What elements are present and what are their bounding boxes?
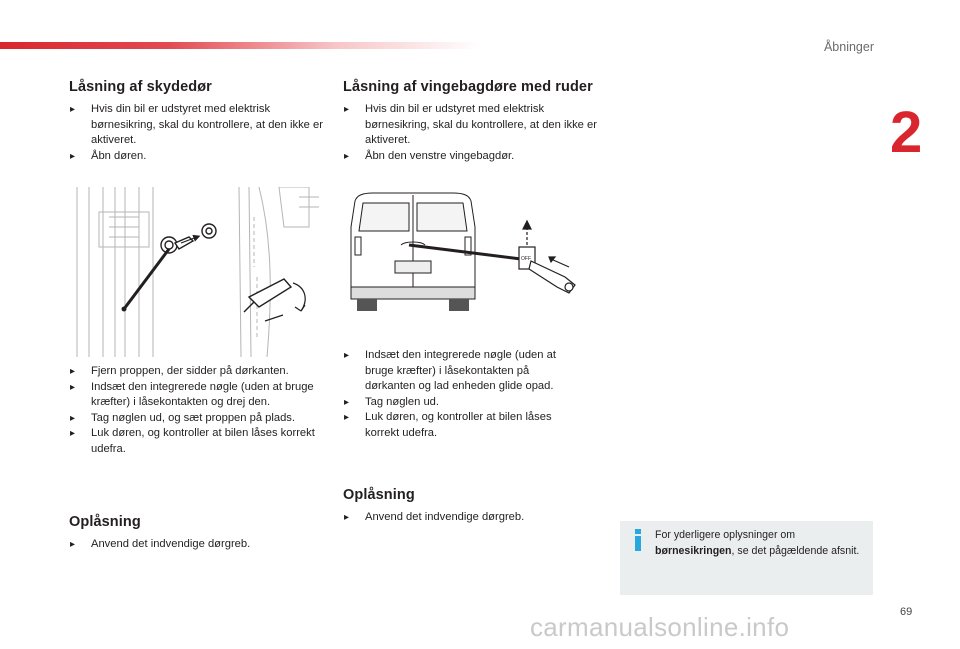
left-intro-list [69, 102, 324, 164]
info-text [655, 528, 865, 559]
left-steps-list [69, 364, 327, 458]
list-item: ▸ Anvend det indvendige dørgreb. [69, 537, 324, 553]
left-unlock-title: Oplåsning [69, 514, 141, 530]
list-item: ▸ Tag nøglen ud. [343, 395, 579, 411]
list-item: ▸ Åbn døren. [69, 149, 324, 165]
info-text-before: For yderligere oplysninger om [655, 529, 796, 541]
section-label: Åbninger [823, 40, 874, 54]
van-rear-drawing [343, 187, 598, 327]
right-intro-list [343, 102, 598, 164]
info-text-bold: børnesikringen [655, 544, 732, 557]
list-item: ▸ Anvend det indvendige dørgreb. [343, 510, 598, 526]
wing-door-lock-illustration [343, 187, 598, 327]
list-item: ▸ Åbn den venstre vingebagdør. [343, 149, 598, 165]
off-switch-label: OFF [521, 256, 531, 262]
list-item: ▸ Hvis din bil er udstyret med elektrisk børnesikring, skal du kontrollere, at den ikke er aktiveret. [343, 102, 598, 149]
list-item: ▸ Fjern proppen, der sidder på dørkanten. [69, 364, 327, 380]
watermark: carmanualsonline.info [530, 612, 790, 642]
right-unlock-list [343, 510, 598, 526]
top-accent-bar [0, 42, 480, 49]
info-icon [632, 529, 644, 551]
sliding-door-drawing [69, 187, 323, 357]
list-item: ▸ Indsæt den integrerede nøgle (uden at bruge kræfter) i låsekontakten på dørkanten og lad enheden glide opad. [343, 348, 579, 395]
list-item: ▸ Tag nøglen ud, og sæt proppen på plads. [69, 411, 327, 427]
sliding-door-lock-illustration [69, 187, 323, 357]
left-unlock-list [69, 537, 324, 553]
list-item: ▸ Indsæt den integrerede nøgle (uden at bruge kræfter) i låsekontakten og drej den. [69, 380, 327, 411]
list-item: ▸ Luk døren, og kontroller at bilen låses korrekt udefra. [69, 426, 327, 457]
list-item: ▸ Luk døren, og kontroller at bilen låses korrekt udefra. [343, 410, 579, 441]
info-box [620, 521, 873, 595]
chapter-number: 2 [890, 100, 923, 165]
list-item: ▸ Hvis din bil er udstyret med elektrisk børnesikring, skal du kontrollere, at den ikke er aktiveret. [69, 102, 324, 149]
right-section-title: Låsning af vingebagdøre med ruder [343, 79, 593, 95]
info-text-after: , se det pågældende afsnit. [731, 544, 860, 557]
left-section-title: Låsning af skydedør [69, 79, 212, 95]
right-steps-list [343, 348, 579, 442]
right-unlock-title: Oplåsning [343, 487, 415, 503]
page-number: 69 [900, 606, 913, 618]
